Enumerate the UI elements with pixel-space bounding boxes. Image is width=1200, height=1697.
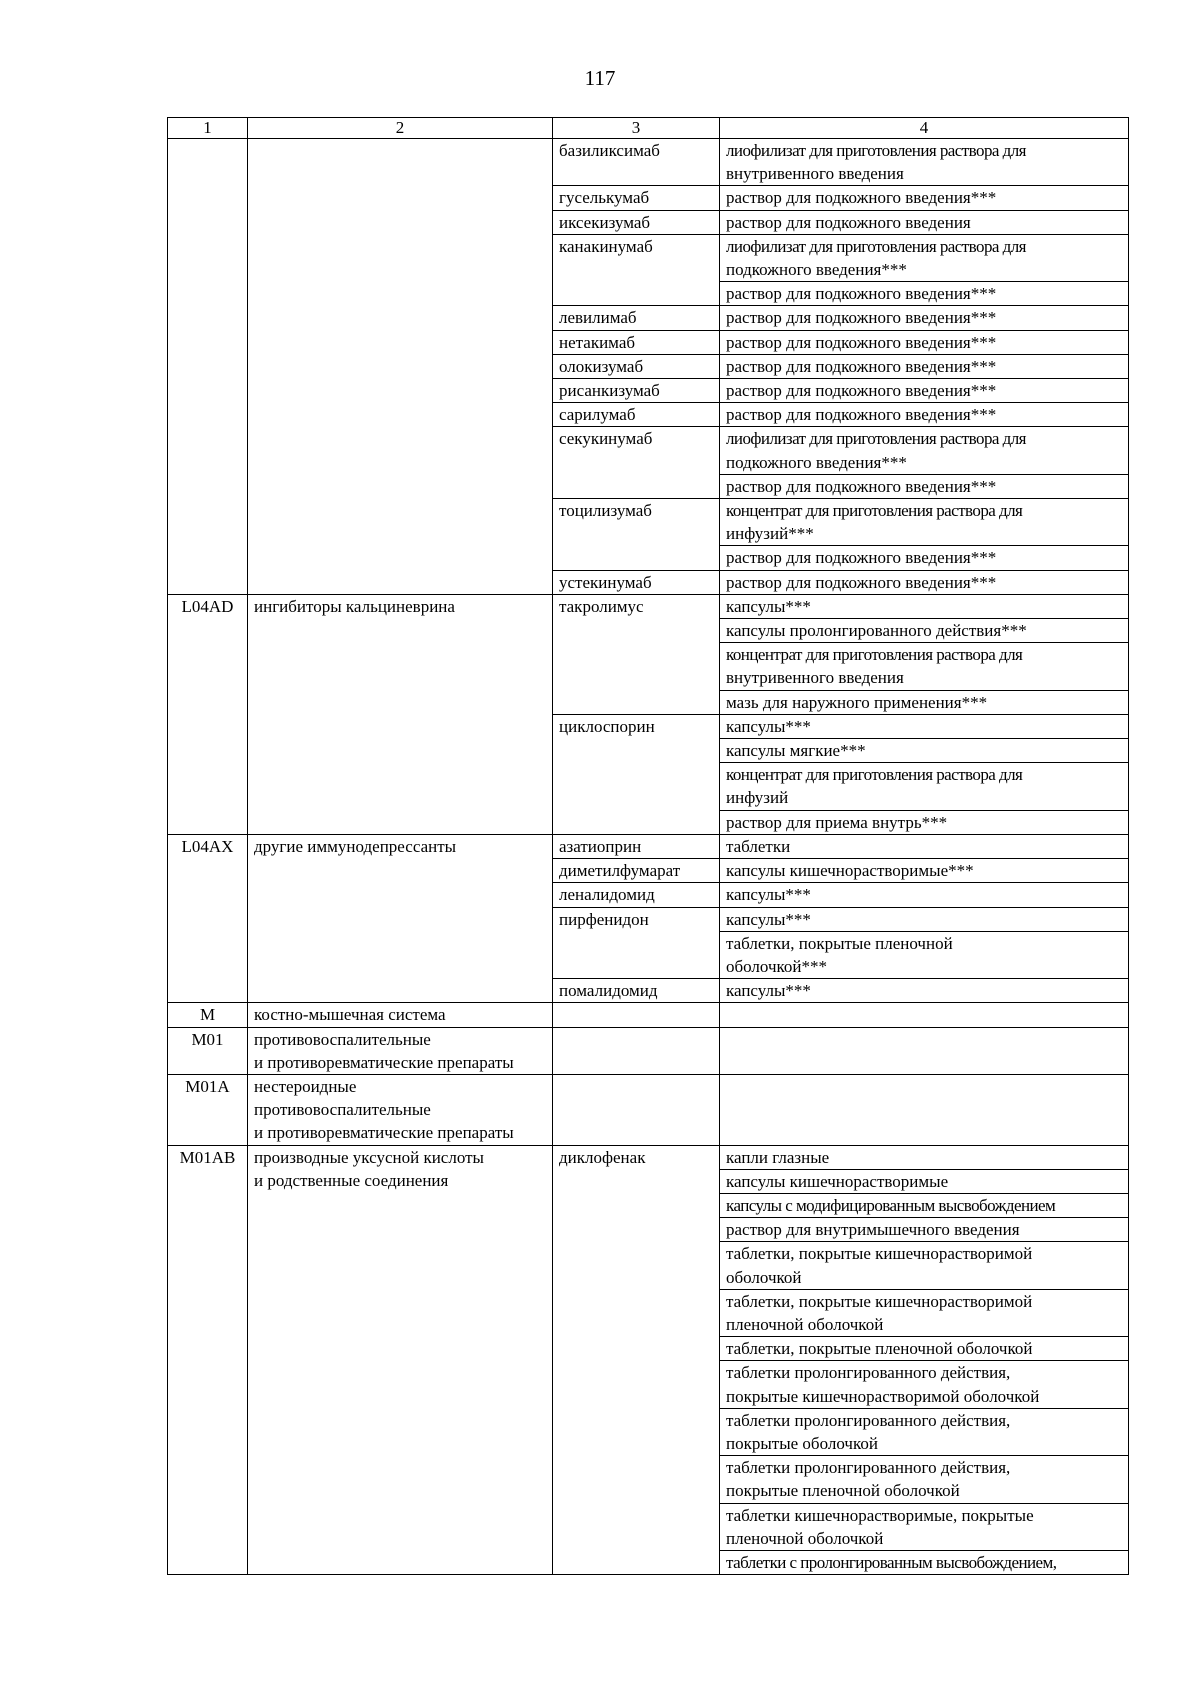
dosage-form: инфузий — [726, 788, 789, 808]
dosage-form: концентрат для приготовления раствора для — [726, 501, 1023, 521]
group-name-cell — [248, 1027, 553, 1074]
dosage-form-cell — [720, 234, 1129, 281]
group-name: другие иммунодепрессанты — [254, 836, 457, 856]
dosage-form-cell — [720, 714, 1129, 738]
dosage-form: покрытые пленочной оболочкой — [726, 1481, 960, 1501]
atc-code-cell — [168, 1027, 248, 1074]
dosage-form-cell — [720, 619, 1129, 643]
group-name: и родственные соединения — [254, 1170, 449, 1190]
drug-name: диметилфумарат — [559, 861, 681, 881]
atc-code-cell — [168, 594, 248, 834]
table-header-row — [168, 118, 1129, 139]
dosage-form: лиофилизат для приготовления раствора для — [726, 429, 1026, 449]
dosage-form-cell — [720, 763, 1129, 810]
dosage-form-cell — [720, 1218, 1129, 1242]
drug-name: рисанкизумаб — [559, 381, 660, 401]
drug-name: олокизумаб — [559, 356, 644, 376]
drug-name-cell — [553, 379, 720, 403]
column-header: 1 — [168, 118, 248, 139]
drug-name-cell — [553, 570, 720, 594]
dosage-form: капсулы*** — [726, 981, 811, 1001]
group-name: и противоревматические препараты — [254, 1052, 514, 1072]
drug-name: гуселькумаб — [559, 188, 650, 208]
dosage-form: оболочкой*** — [726, 956, 828, 976]
drug-name-cell — [553, 234, 720, 306]
drug-name: тоцилизумаб — [559, 501, 652, 521]
dosage-form-cell — [720, 1193, 1129, 1217]
drug-name: канакинумаб — [559, 236, 653, 256]
dosage-form-cell — [720, 403, 1129, 427]
dosage-form: раствор для подкожного введения*** — [726, 332, 997, 352]
drug-name-cell — [553, 139, 720, 186]
dosage-form-cell — [720, 1169, 1129, 1193]
table-row — [168, 139, 1129, 186]
dosage-form-cell — [720, 907, 1129, 931]
atc-code-cell — [168, 139, 248, 595]
drug-name: циклоспорин — [559, 716, 655, 736]
group-name: и противоревматические препараты — [254, 1123, 514, 1143]
dosage-form: раствор для подкожного введения*** — [726, 405, 997, 425]
dosage-form: раствор для внутримышечного введения — [726, 1220, 1020, 1240]
dosage-form: таблетки, покрытые пленочной оболочкой — [726, 1339, 1033, 1359]
drug-table — [167, 117, 1129, 1575]
drug-name-cell — [553, 834, 720, 858]
dosage-form: мазь для наружного применения*** — [726, 692, 988, 712]
dosage-form: таблетки, покрытые пленочной — [726, 933, 953, 953]
dosage-form: подкожного введения*** — [726, 452, 907, 472]
drug-name-cell — [553, 403, 720, 427]
dosage-form-cell — [720, 739, 1129, 763]
drug-name: такролимус — [559, 596, 644, 616]
dosage-form-cell — [720, 1242, 1129, 1289]
dosage-form: капсулы мягкие*** — [726, 741, 866, 761]
dosage-form: раствор для приема внутрь*** — [726, 812, 948, 832]
column-header: 4 — [720, 118, 1129, 139]
dosage-form-cell — [720, 1145, 1129, 1169]
dosage-form: таблетки, покрытые кишечнорастворимой — [726, 1244, 1033, 1264]
drug-name-cell — [553, 859, 720, 883]
table-row — [168, 834, 1129, 858]
group-name-cell — [248, 1003, 553, 1027]
dosage-form: раствор для подкожного введения*** — [726, 548, 997, 568]
page-number: 117 — [584, 66, 616, 90]
dosage-form: раствор для подкожного введения*** — [726, 308, 997, 328]
drug-name: диклофенак — [559, 1147, 646, 1167]
dosage-form-cell — [720, 570, 1129, 594]
dosage-form-cell — [720, 931, 1129, 978]
dosage-form: оболочкой — [726, 1267, 802, 1287]
dosage-form-cell — [720, 979, 1129, 1003]
dosage-form: внутривенного введения — [726, 164, 904, 184]
drug-name-cell — [553, 883, 720, 907]
dosage-form-cell — [720, 186, 1129, 210]
table-row — [168, 1027, 1129, 1074]
dosage-form-cell — [720, 643, 1129, 690]
table-row — [168, 1145, 1129, 1169]
drug-name-cell — [553, 186, 720, 210]
drug-name: пирфенидон — [559, 909, 649, 929]
drug-name: секукинумаб — [559, 429, 653, 449]
dosage-form-cell — [720, 1003, 1129, 1027]
dosage-form: капсулы*** — [726, 909, 811, 929]
atc-code: M01AB — [179, 1147, 236, 1167]
dosage-form: таблетки пролонгированного действия, — [726, 1410, 1011, 1430]
dosage-form: таблетки — [726, 836, 791, 856]
dosage-form: раствор для подкожного введения*** — [726, 284, 997, 304]
dosage-form-cell — [720, 1550, 1129, 1574]
dosage-form: капсулы пролонгированного действия*** — [726, 621, 1027, 641]
drug-name-cell — [553, 1003, 720, 1027]
column-header: 2 — [248, 118, 553, 139]
dosage-form: капсулы*** — [726, 716, 811, 736]
atc-code: M01 — [191, 1029, 224, 1049]
dosage-form: инфузий*** — [726, 524, 814, 544]
dosage-form-cell — [720, 594, 1129, 618]
atc-code: L04AD — [181, 596, 234, 616]
group-name: ингибиторы кальциневрина — [254, 596, 455, 616]
dosage-form-cell — [720, 379, 1129, 403]
dosage-form-cell — [720, 499, 1129, 546]
atc-code: M01A — [185, 1076, 230, 1096]
drug-name-cell — [553, 979, 720, 1003]
dosage-form: покрытые оболочкой — [726, 1433, 878, 1453]
dosage-form-cell — [720, 354, 1129, 378]
drug-name-cell — [553, 907, 720, 979]
dosage-form: таблетки пролонгированного действия, — [726, 1458, 1011, 1478]
dosage-form: лиофилизат для приготовления раствора для — [726, 141, 1026, 160]
dosage-form-cell — [720, 1503, 1129, 1550]
dosage-form: концентрат для приготовления раствора для — [726, 645, 1023, 665]
group-name: нестероидные — [254, 1076, 357, 1096]
dosage-form: раствор для подкожного введения*** — [726, 572, 997, 592]
group-name-cell — [248, 139, 553, 595]
table-body — [168, 139, 1129, 1575]
drug-name-cell — [553, 499, 720, 571]
group-name-cell — [248, 1145, 553, 1575]
drug-name-cell — [553, 1145, 720, 1575]
dosage-form-cell — [720, 210, 1129, 234]
dosage-form: капсулы с модифицированным высвобождением — [726, 1195, 1056, 1215]
dosage-form: капсулы*** — [726, 885, 811, 905]
dosage-form: раствор для подкожного введения*** — [726, 188, 997, 208]
table-row — [168, 594, 1129, 618]
dosage-form-cell — [720, 1456, 1129, 1503]
table-row — [168, 1074, 1129, 1145]
drug-name: устекинумаб — [559, 572, 652, 592]
dosage-form-cell — [720, 834, 1129, 858]
atc-code-cell — [168, 1074, 248, 1145]
dosage-form: таблетки пролонгированного действия, — [726, 1363, 1011, 1383]
dosage-form-cell — [720, 330, 1129, 354]
group-name: противовоспалительные — [254, 1029, 431, 1049]
atc-code-cell — [168, 834, 248, 1002]
drug-name-cell — [553, 1027, 720, 1074]
dosage-form: покрытые кишечнорастворимой оболочкой — [726, 1386, 1040, 1406]
dosage-form-cell — [720, 810, 1129, 834]
dosage-form: раствор для подкожного введения*** — [726, 381, 997, 401]
dosage-form: внутривенного введения — [726, 668, 904, 688]
drug-name: сарилумаб — [559, 405, 636, 425]
drug-name: левилимаб — [559, 308, 637, 328]
drug-name: иксекизумаб — [559, 212, 651, 232]
dosage-form: таблетки, покрытые кишечнорастворимой — [726, 1291, 1033, 1311]
drug-name: леналидомид — [559, 885, 655, 905]
atc-code: L04AX — [181, 836, 234, 856]
dosage-form-cell — [720, 1027, 1129, 1074]
drug-name-cell — [553, 714, 720, 834]
drug-name-cell — [553, 427, 720, 499]
dosage-form-cell — [720, 883, 1129, 907]
dosage-form-cell — [720, 474, 1129, 498]
dosage-form-cell — [720, 1074, 1129, 1145]
dosage-form: капсулы кишечнорастворимые*** — [726, 861, 974, 881]
dosage-form: пленочной оболочкой — [726, 1528, 884, 1548]
group-name: производные уксусной кислоты — [254, 1147, 484, 1167]
dosage-form-cell — [720, 1289, 1129, 1336]
dosage-form-cell — [720, 1337, 1129, 1361]
drug-name-cell — [553, 210, 720, 234]
atc-code: M — [199, 1005, 216, 1025]
dosage-form: капсулы*** — [726, 596, 811, 616]
group-name-cell — [248, 834, 553, 1002]
dosage-form-cell — [720, 1361, 1129, 1408]
dosage-form: пленочной оболочкой — [726, 1314, 884, 1334]
dosage-form: капсулы кишечнорастворимые — [726, 1171, 949, 1191]
group-name-cell — [248, 594, 553, 834]
drug-name: помалидомид — [559, 981, 658, 1001]
column-header: 3 — [553, 118, 720, 139]
dosage-form-cell — [720, 1408, 1129, 1455]
drug-name: базиликсимаб — [559, 141, 660, 160]
dosage-form-cell — [720, 139, 1129, 186]
atc-code-cell — [168, 1003, 248, 1027]
group-name-cell — [248, 1074, 553, 1145]
dosage-form: лиофилизат для приготовления раствора для — [726, 236, 1026, 256]
dosage-form: таблетки кишечнорастворимые, покрытые — [726, 1505, 1034, 1525]
drug-name-cell — [553, 1074, 720, 1145]
drug-name-cell — [553, 306, 720, 330]
dosage-form-cell — [720, 859, 1129, 883]
dosage-form-cell — [720, 282, 1129, 306]
dosage-form: капли глазные — [726, 1147, 830, 1167]
drug-name: нетакимаб — [559, 332, 636, 352]
dosage-form: таблетки с пролонгированным высвобождением, — [726, 1552, 1057, 1572]
dosage-form-cell — [720, 306, 1129, 330]
dosage-form-cell — [720, 427, 1129, 474]
dosage-form: подкожного введения*** — [726, 260, 907, 280]
group-name: костно-мышечная система — [254, 1005, 446, 1025]
dosage-form: раствор для подкожного введения — [726, 212, 971, 232]
drug-name-cell — [553, 594, 720, 714]
dosage-form: раствор для подкожного введения*** — [726, 476, 997, 496]
drug-name-cell — [553, 354, 720, 378]
drug-name-cell — [553, 330, 720, 354]
group-name: противовоспалительные — [254, 1100, 431, 1120]
atc-code-cell — [168, 1145, 248, 1575]
dosage-form: концентрат для приготовления раствора для — [726, 765, 1023, 785]
dosage-form-cell — [720, 546, 1129, 570]
dosage-form-cell — [720, 690, 1129, 714]
table-row — [168, 1003, 1129, 1027]
dosage-form: раствор для подкожного введения*** — [726, 356, 997, 376]
drug-name: азатиоприн — [559, 836, 642, 856]
